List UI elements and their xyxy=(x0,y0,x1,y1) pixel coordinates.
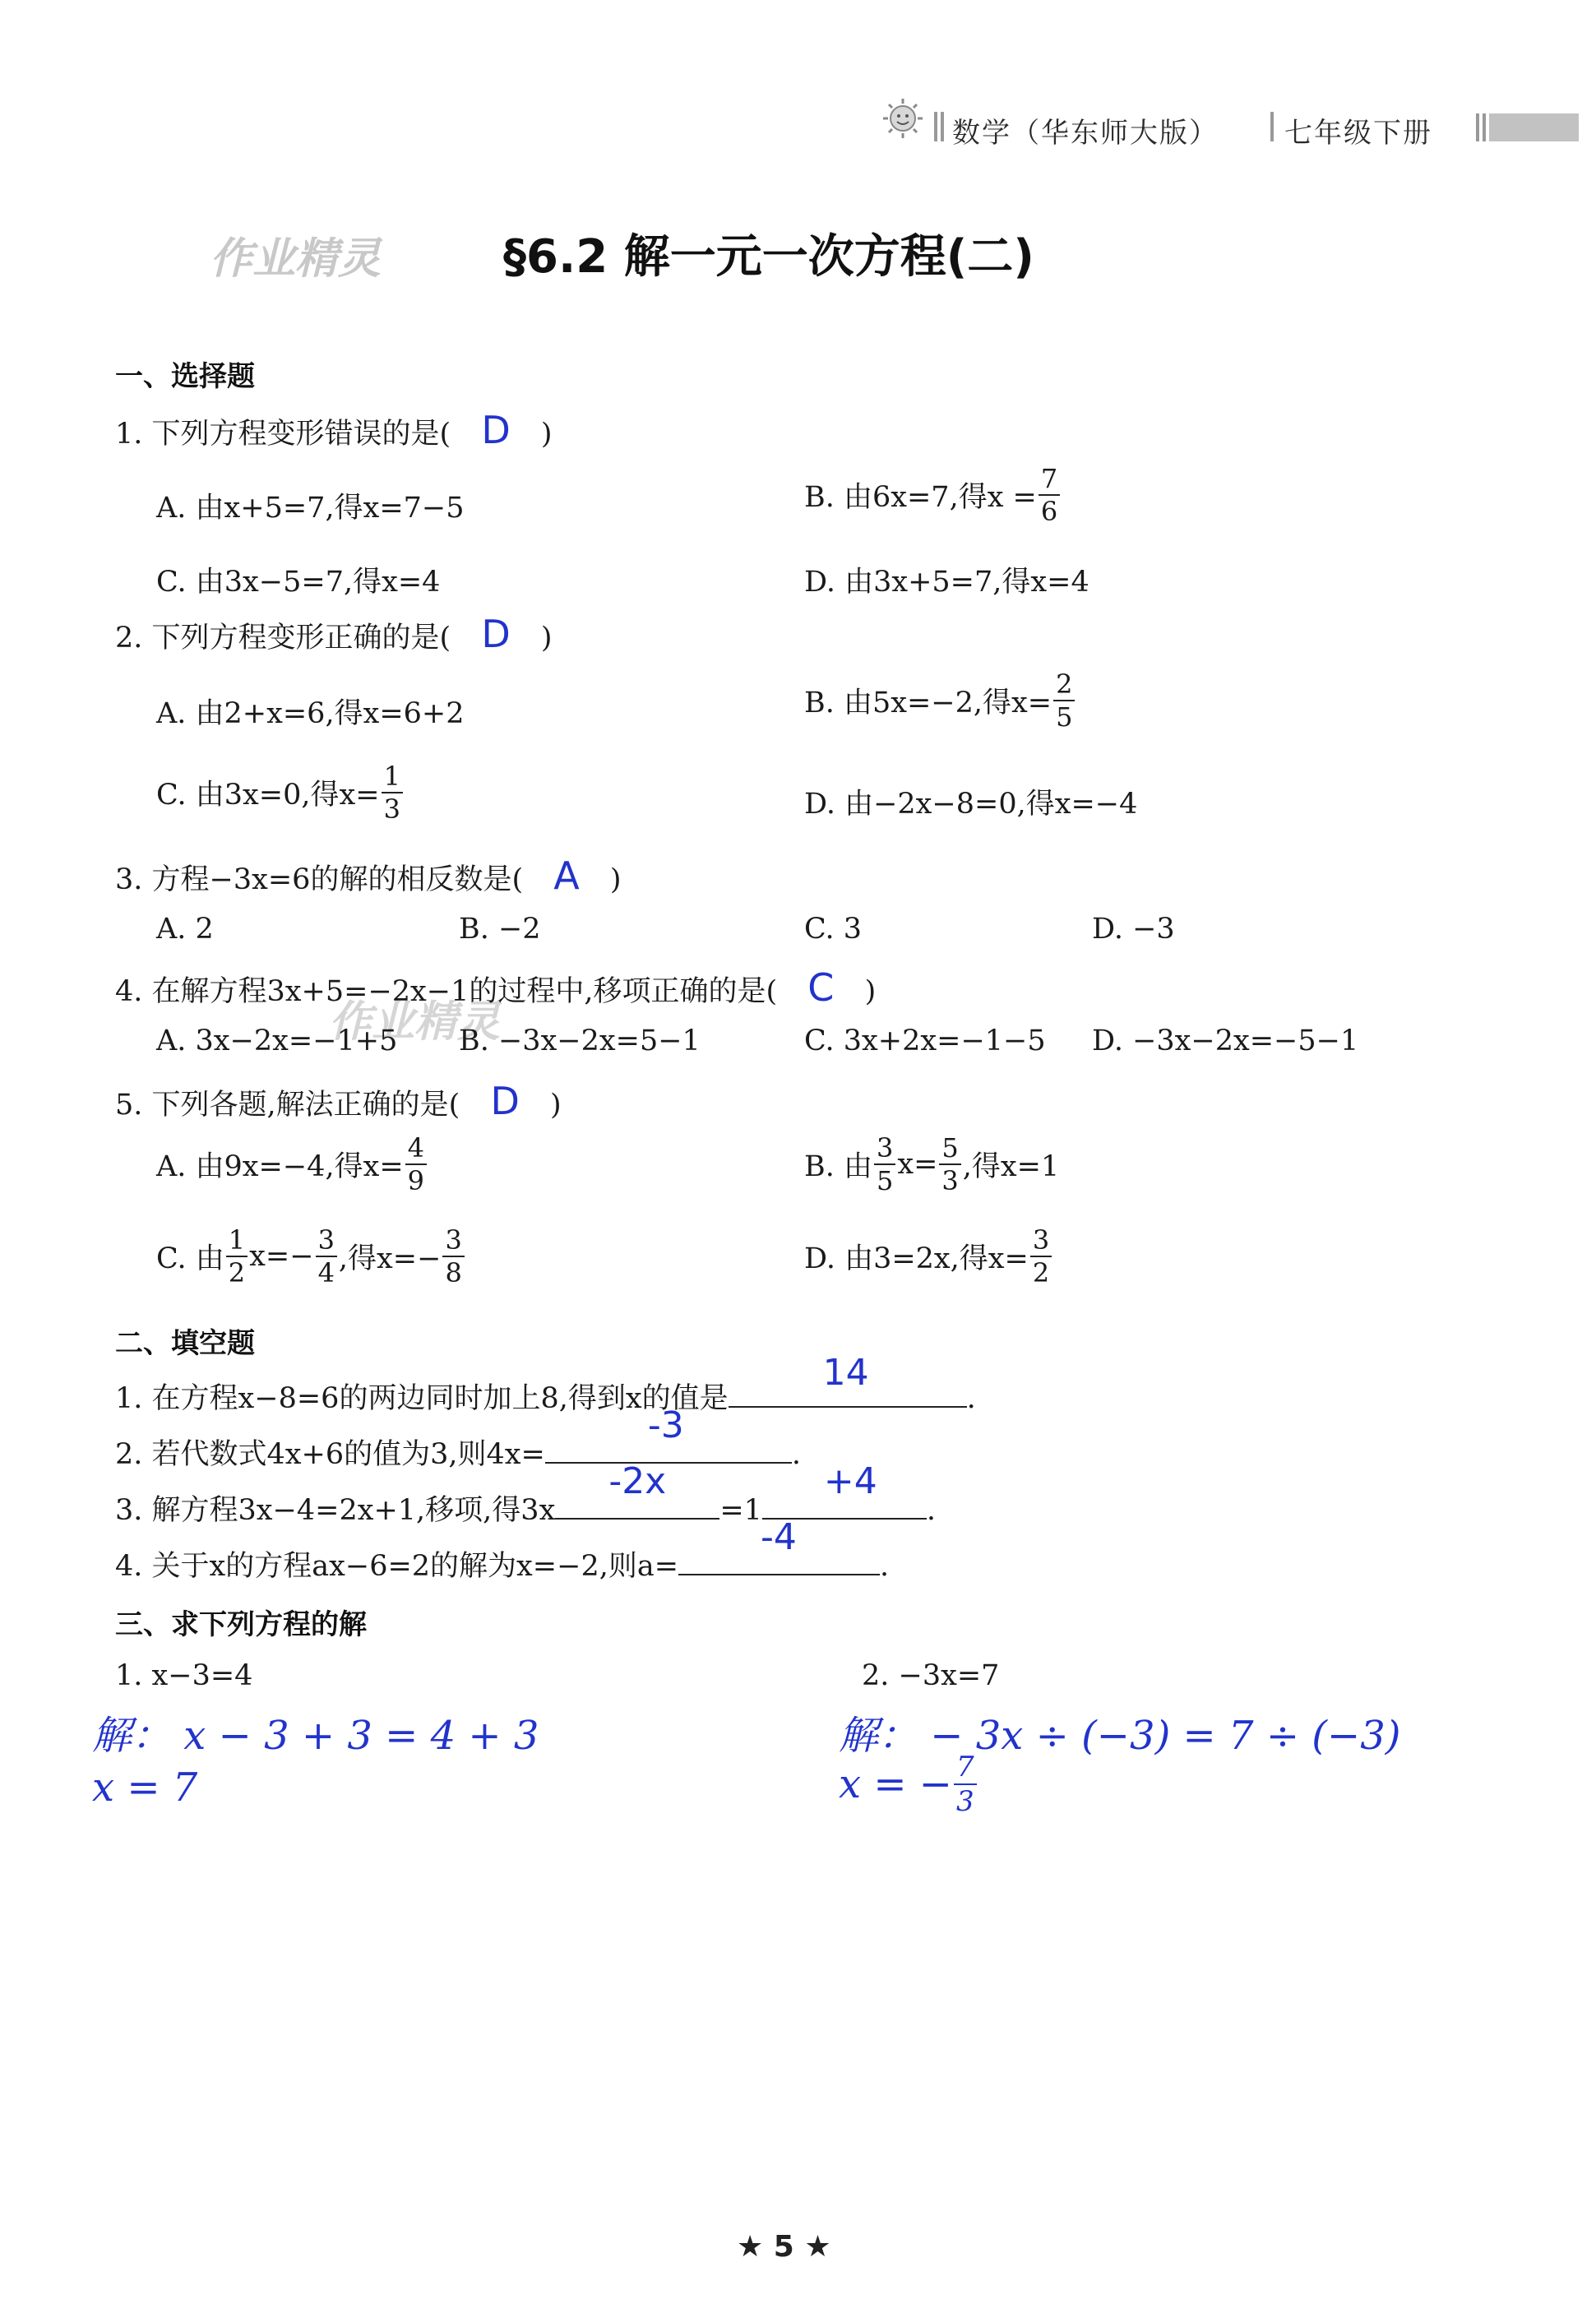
denominator: 4 xyxy=(317,1257,335,1288)
handwritten-answer: C xyxy=(807,965,835,1010)
option-text: ,得x=1 xyxy=(962,1150,1060,1183)
item-text: 1. 在方程x−8=6的两边同时加上8,得到x的值是 xyxy=(115,1382,729,1415)
handwritten-answer: -3 xyxy=(647,1404,684,1446)
handwritten-solution-line: 解： x − 3 + 3 = 4 + 3 xyxy=(92,1713,539,1759)
answer-blank xyxy=(678,1516,880,1575)
option-a: A. 3x−2x=−1+5 xyxy=(156,1025,398,1057)
item-text: 4. 关于x的方程ax−6=2的解为x=−2,则a= xyxy=(115,1550,679,1583)
option-c: C. 3x+2x=−1−5 xyxy=(804,1025,1046,1057)
denominator: 2 xyxy=(1032,1257,1050,1288)
denominator: 5 xyxy=(876,1165,894,1196)
denominator: 3 xyxy=(383,793,400,825)
option-text: x=− xyxy=(249,1240,314,1273)
stem-close: ) xyxy=(550,1089,562,1122)
option-b: B. −3x−2x=5−1 xyxy=(459,1025,701,1057)
denominator: 2 xyxy=(228,1257,246,1288)
fill-blank-item xyxy=(115,1460,937,1529)
numerator: 3 xyxy=(1030,1227,1052,1257)
answer-blank xyxy=(545,1404,792,1464)
option-d: D. −3x−2x=−5−1 xyxy=(1092,1025,1359,1057)
option-text: B. 由 xyxy=(804,1150,872,1183)
stem-close: ) xyxy=(609,863,622,896)
option-c xyxy=(156,761,405,825)
page-number: ★ 5 ★ xyxy=(737,2230,831,2264)
header-bar xyxy=(1476,113,1579,141)
option-text: D. 由3=2x,得x= xyxy=(804,1242,1029,1275)
option-a xyxy=(156,1132,428,1196)
question-stem xyxy=(115,408,553,452)
watermark: 作业精灵 xyxy=(329,997,501,1047)
fraction xyxy=(316,1224,337,1288)
option-d: D. 由−2x−8=0,得x=−4 xyxy=(804,788,1138,821)
option-text: A. 由9x=−4,得x= xyxy=(156,1150,404,1183)
answer-blank xyxy=(555,1460,719,1520)
option-a: A. 由2+x=6,得x=6+2 xyxy=(156,697,465,730)
item-text: . xyxy=(966,1382,976,1415)
denominator: 3 xyxy=(941,1165,959,1196)
item-text: =1 xyxy=(719,1494,762,1527)
numerator: 1 xyxy=(382,763,403,793)
numerator: 3 xyxy=(874,1135,895,1165)
denominator: 9 xyxy=(407,1165,425,1196)
stem-text: 3. 方程−3x=6的解的相反数是( xyxy=(115,863,524,896)
section-heading: 三、求下列方程的解 xyxy=(115,1608,367,1641)
item-text: . xyxy=(791,1438,801,1471)
fill-blank-item xyxy=(115,1404,801,1473)
watermark: 作业精灵 xyxy=(210,234,382,284)
fraction xyxy=(939,1132,960,1196)
handwritten-solution-line: x = 7 xyxy=(92,1765,198,1811)
section-heading: 一、选择题 xyxy=(115,360,255,393)
fraction xyxy=(874,1132,895,1196)
option-text: C. 由 xyxy=(156,1242,224,1275)
numerator: 4 xyxy=(405,1135,427,1165)
handwritten-answer: -4 xyxy=(761,1516,797,1558)
denominator: 5 xyxy=(1056,701,1073,733)
question-stem xyxy=(115,965,876,1010)
option-c xyxy=(156,1224,466,1288)
option-text: ,得x=− xyxy=(338,1242,442,1275)
option-a: A. 由x+5=7,得x=7−5 xyxy=(156,492,465,525)
option-text: C. 由3x=0,得x= xyxy=(156,779,380,812)
item-text: . xyxy=(880,1550,890,1583)
stem-close: ) xyxy=(540,418,553,451)
header-divider xyxy=(1270,112,1274,141)
stem-text: 4. 在解方程3x+5=−2x−1的过程中,移项正确的是( xyxy=(115,975,778,1008)
numerator: 7 xyxy=(954,1753,977,1785)
handwritten-answer: +4 xyxy=(823,1460,877,1502)
option-d: D. −3 xyxy=(1092,913,1175,946)
handwritten-answer: D xyxy=(490,1079,520,1123)
handwritten-answer: D xyxy=(481,612,511,656)
option-text: x= xyxy=(897,1148,938,1181)
option-c: C. 由3x−5=7,得x=4 xyxy=(156,566,441,599)
fraction xyxy=(1039,465,1060,525)
option-b: B. −2 xyxy=(459,913,541,946)
fraction xyxy=(1053,668,1075,733)
option-b xyxy=(804,1132,1060,1196)
item-text: 3. 解方程3x−4=2x+1,移项,得3x xyxy=(115,1494,556,1527)
numerator: 2 xyxy=(1053,671,1075,701)
option-b xyxy=(804,668,1076,733)
option-b xyxy=(804,465,1062,525)
handwritten-answer: 14 xyxy=(822,1352,869,1394)
header-logo-icon xyxy=(881,97,924,140)
numerator: 7 xyxy=(1039,465,1060,496)
fraction xyxy=(442,1224,464,1288)
stem-text: 5. 下列各题,解法正确的是( xyxy=(115,1089,460,1122)
stem-text: 1. 下列方程变形错误的是( xyxy=(115,418,451,451)
option-c: C. 3 xyxy=(804,913,863,946)
option-text: B. 由5x=−2,得x= xyxy=(804,687,1052,719)
handwritten-solution-line: 解： − 3x ÷ (−3) = 7 ÷ (−3) xyxy=(839,1713,1401,1759)
numerator: 3 xyxy=(316,1227,337,1257)
fraction xyxy=(954,1753,977,1816)
stem-close: ) xyxy=(864,975,877,1008)
page-title: §6.2 解一元一次方程(二) xyxy=(503,230,1034,284)
denominator: 3 xyxy=(956,1785,974,1818)
item-text: 2. 若代数式4x+6的值为3,则4x= xyxy=(115,1438,545,1471)
numerator: 5 xyxy=(939,1135,960,1165)
answer-blank xyxy=(729,1352,967,1408)
option-text: B. 由6x=7,得x = xyxy=(804,481,1037,514)
numerator: 3 xyxy=(442,1227,464,1257)
denominator: 8 xyxy=(445,1257,462,1288)
stem-close: ) xyxy=(540,622,553,655)
handwritten-answer: -2x xyxy=(608,1460,667,1502)
fraction xyxy=(226,1224,247,1288)
question-stem xyxy=(115,612,553,656)
handwritten-answer: A xyxy=(553,853,580,898)
stem-text: 2. 下列方程变形正确的是( xyxy=(115,622,451,655)
handwritten-answer: D xyxy=(481,408,511,452)
option-d xyxy=(804,1224,1053,1288)
fraction xyxy=(1030,1224,1052,1288)
solution-text: x = − xyxy=(839,1761,953,1807)
option-a: A. 2 xyxy=(156,913,214,946)
section-heading: 二、填空题 xyxy=(115,1327,255,1360)
fraction xyxy=(382,761,403,825)
header-divider xyxy=(941,112,944,141)
header-subject: 数学（华东师大版） xyxy=(952,117,1219,150)
item-text: . xyxy=(926,1494,937,1527)
option-d: D. 由3x+5=7,得x=4 xyxy=(804,566,1089,599)
fraction xyxy=(405,1132,427,1196)
fill-blank-item xyxy=(115,1516,890,1584)
handwritten-solution-line xyxy=(839,1753,978,1816)
question-stem xyxy=(115,853,622,898)
header-grade: 七年级下册 xyxy=(1284,117,1432,150)
problem-label: 1. x−3=4 xyxy=(115,1659,253,1692)
header-divider xyxy=(934,112,937,141)
fill-blank-item xyxy=(115,1352,976,1417)
denominator: 6 xyxy=(1040,496,1058,527)
answer-blank xyxy=(762,1460,927,1520)
question-stem xyxy=(115,1079,562,1123)
numerator: 1 xyxy=(226,1227,247,1257)
problem-label: 2. −3x=7 xyxy=(862,1659,1000,1692)
